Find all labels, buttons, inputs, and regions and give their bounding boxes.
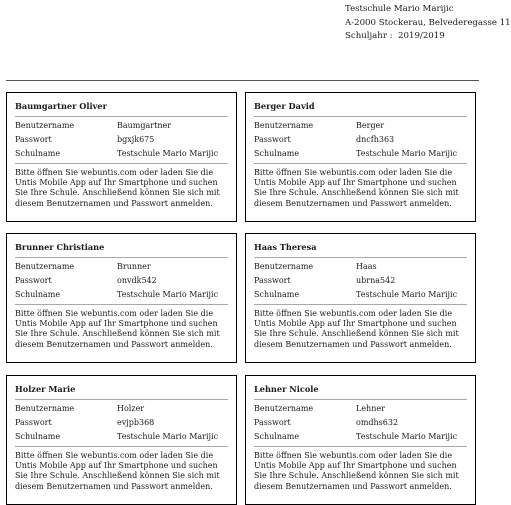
username-label: Benutzername	[254, 404, 314, 413]
school-value: Testschule Mario Marijic	[356, 149, 458, 158]
school-header	[345, 3, 511, 44]
username-label: Benutzername	[15, 404, 75, 413]
password-label: Passwort	[254, 135, 291, 144]
student-name: Baumgartner Oliver	[15, 101, 107, 111]
username-value: Holzer	[117, 404, 145, 413]
password-value: ubrna542	[356, 276, 396, 285]
card-divider	[15, 446, 228, 447]
school-year-value: 2019/2019	[398, 31, 445, 41]
school-name: Testschule Mario Marijic	[345, 4, 454, 14]
card-divider	[15, 304, 228, 305]
login-instructions: Bitte öffnen Sie webuntis.com oder laden Sie die Untis Mobile App auf Ihr Smartphone und suchen Sie Ihre Schule. Anschließend können Sie sich mit diesem Benutzernamen und Passwort anmelden.	[254, 168, 459, 208]
credential-card	[245, 375, 476, 505]
credential-card	[245, 92, 476, 222]
username-label: Benutzername	[15, 121, 75, 130]
student-name: Lehner Nicole	[254, 384, 319, 394]
username-value: Lehner	[356, 404, 385, 413]
school-label: Schulname	[254, 290, 300, 299]
username-value: Haas	[356, 262, 377, 271]
credential-card	[6, 233, 237, 363]
student-name: Holzer Marie	[15, 384, 76, 394]
password-label: Passwort	[15, 276, 52, 285]
username-label: Benutzername	[254, 121, 314, 130]
username-value: Brunner	[117, 262, 151, 271]
student-name: Haas Theresa	[254, 242, 317, 252]
password-value: omdhs632	[356, 418, 399, 427]
password-label: Passwort	[254, 276, 291, 285]
header-divider	[6, 80, 479, 81]
password-label: Passwort	[254, 418, 291, 427]
credential-card	[6, 92, 237, 222]
school-label: Schulname	[254, 432, 300, 441]
card-divider	[15, 116, 228, 117]
school-value: Testschule Mario Marijic	[356, 290, 458, 299]
school-label: Schulname	[15, 149, 61, 158]
card-divider	[15, 257, 228, 258]
card-divider	[15, 163, 228, 164]
password-value: onvdk542	[117, 276, 157, 285]
school-value: Testschule Mario Marijic	[117, 290, 219, 299]
password-label: Passwort	[15, 135, 52, 144]
school-year-label: Schuljahr :	[345, 31, 393, 41]
student-name: Berger David	[254, 101, 315, 111]
card-divider	[254, 257, 467, 258]
password-value: bgxjk675	[117, 135, 155, 144]
card-divider	[254, 304, 467, 305]
card-divider	[254, 163, 467, 164]
school-value: Testschule Mario Marijic	[117, 149, 219, 158]
username-label: Benutzername	[15, 262, 75, 271]
login-instructions: Bitte öffnen Sie webuntis.com oder laden Sie die Untis Mobile App auf Ihr Smartphone und suchen Sie Ihre Schule. Anschließend können Sie sich mit diesem Benutzernamen und Passwort anmelden.	[15, 168, 220, 208]
card-divider	[15, 399, 228, 400]
password-label: Passwort	[15, 418, 52, 427]
card-divider	[254, 446, 467, 447]
login-instructions: Bitte öffnen Sie webuntis.com oder laden Sie die Untis Mobile App auf Ihr Smartphone und suchen Sie Ihre Schule. Anschließend können Sie sich mit diesem Benutzernamen und Passwort anmelden.	[15, 309, 220, 349]
school-value: Testschule Mario Marijic	[117, 432, 219, 441]
password-value: evjpb368	[117, 418, 155, 427]
card-divider	[254, 399, 467, 400]
school-value: Testschule Mario Marijic	[356, 432, 458, 441]
login-instructions: Bitte öffnen Sie webuntis.com oder laden Sie die Untis Mobile App auf Ihr Smartphone und suchen Sie Ihre Schule. Anschließend können Sie sich mit diesem Benutzernamen und Passwort anmelden.	[15, 451, 220, 491]
username-value: Berger	[356, 121, 385, 130]
school-label: Schulname	[15, 432, 61, 441]
password-value: dncfh363	[356, 135, 395, 144]
credential-card	[6, 375, 237, 505]
username-label: Benutzername	[254, 262, 314, 271]
student-name: Brunner Christiane	[15, 242, 105, 252]
school-label: Schulname	[254, 149, 300, 158]
school-address: A-2000 Stockerau, Belvederegasse 11	[345, 17, 511, 28]
username-value: Baumgartner	[117, 121, 172, 130]
school-year	[345, 30, 511, 44]
credential-card	[245, 233, 476, 363]
card-divider	[254, 116, 467, 117]
school-label: Schulname	[15, 290, 61, 299]
login-instructions: Bitte öffnen Sie webuntis.com oder laden Sie die Untis Mobile App auf Ihr Smartphone und suchen Sie Ihre Schule. Anschließend können Sie sich mit diesem Benutzernamen und Passwort anmelden.	[254, 309, 459, 349]
login-instructions: Bitte öffnen Sie webuntis.com oder laden Sie die Untis Mobile App auf Ihr Smartphone und suchen Sie Ihre Schule. Anschließend können Sie sich mit diesem Benutzernamen und Passwort anmelden.	[254, 451, 459, 491]
